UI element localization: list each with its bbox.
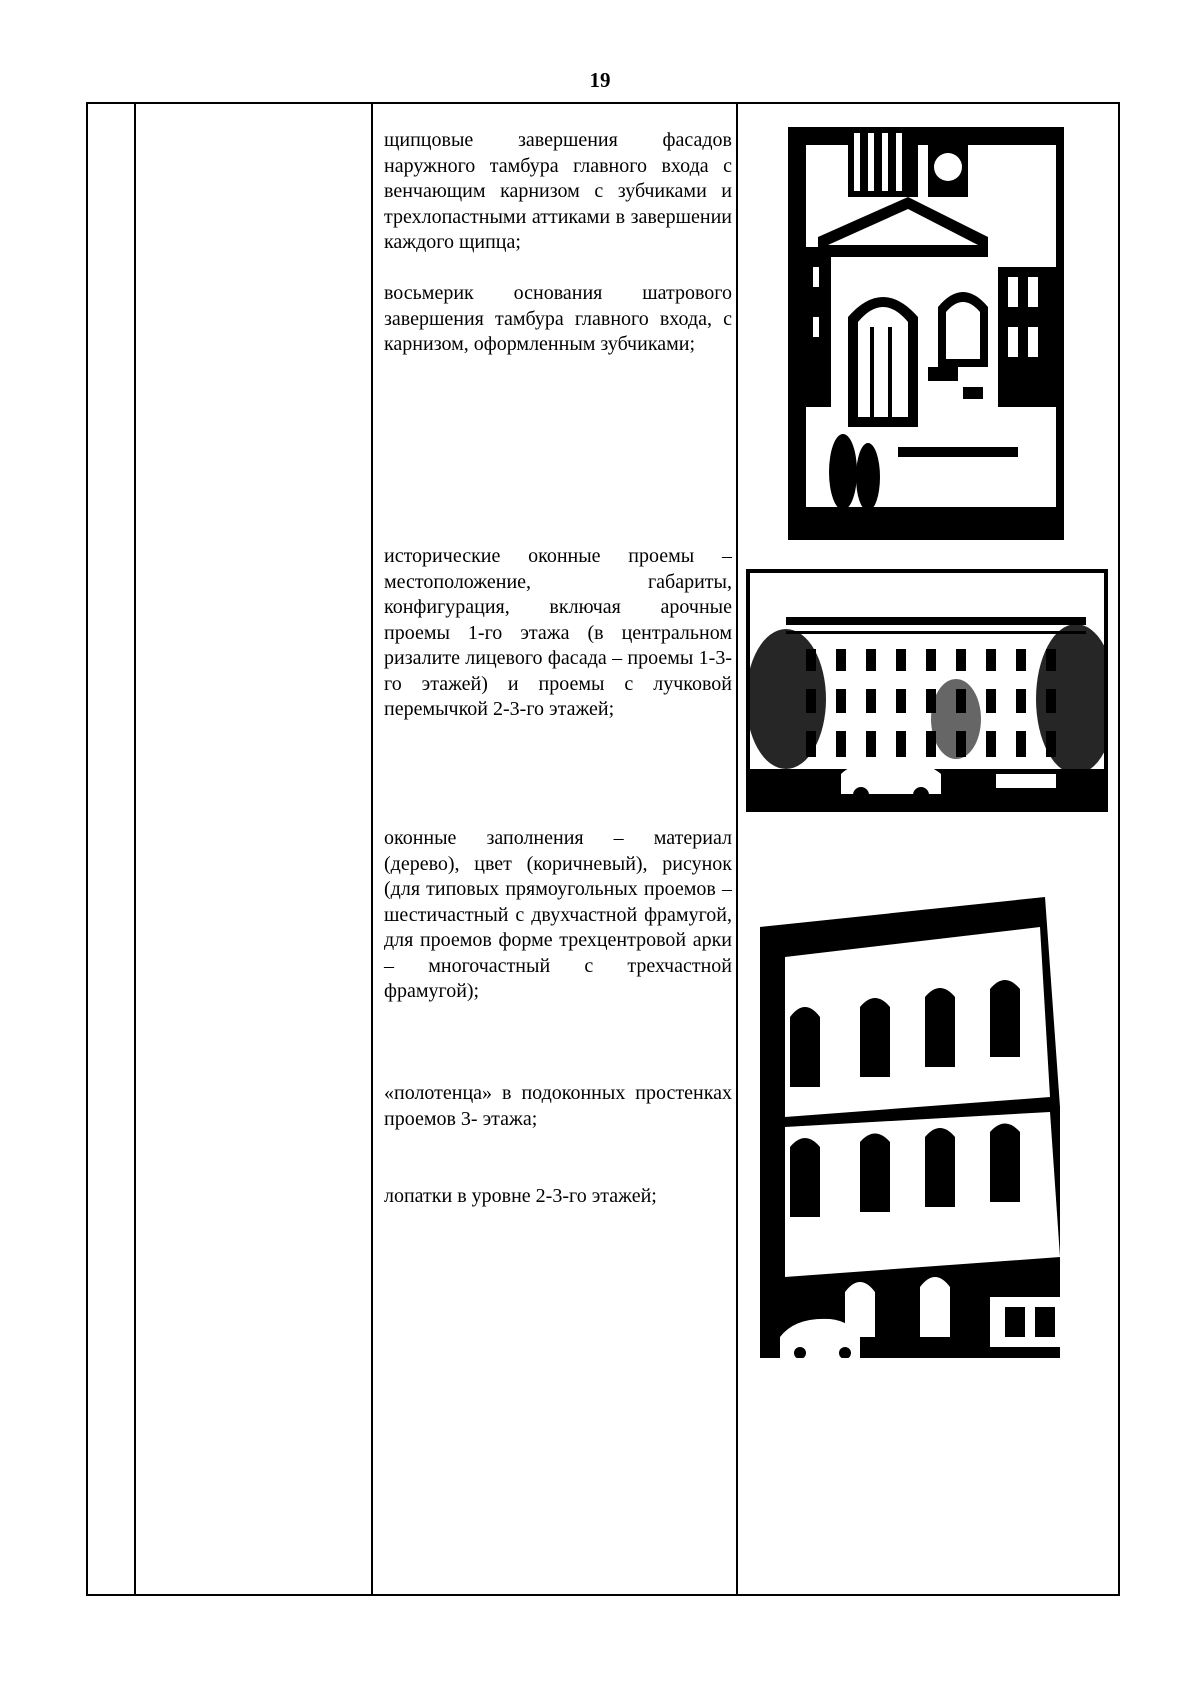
page-number: 19 [589, 68, 611, 92]
photo-entrance-vestibule [788, 127, 1064, 540]
row-text-pilasters: лопатки в уровне 2-3-го этажей; [384, 1185, 657, 1207]
photo-corner-facade [760, 897, 1092, 1358]
column-divider-1 [134, 104, 136, 1594]
column-divider-2 [371, 104, 373, 1594]
row-text-gable-endings: щипцовые завершения фасадов наружного тамбура главного входа с венчающим карнизом с зубчиками и трехлопастными аттиками в завершении каждого щипца; [384, 129, 732, 253]
column-divider-3 [736, 104, 738, 1594]
photo-main-facade [746, 569, 1108, 812]
row-text-octagon-base: восьмерик основания шатрового завершения тамбура главного входа, с карнизом, оформленным зубчиками; [384, 282, 732, 355]
row-text-towels: «полотенца» в подоконных простенках проемов 3- этажа; [384, 1082, 732, 1130]
row-text-window-openings: исторические оконные проемы – местоположение, габариты, конфигурация, включая арочные проемы 1-го этажа (в центральном ризалите лицевого фасада – проемы 1-3-го этажей) и проемы с лучковой перемычкой 2-3-го этажей; [384, 545, 732, 720]
row-text-window-fillings: оконные заполнения – материал (дерево), цвет (коричневый), рисунок (для типовых прямоугольных проемов – шестичастный с двухчастной фрамугой, для проемов форме трехцентровой арки – многочастный с трехчастной фрамугой); [384, 827, 732, 1002]
